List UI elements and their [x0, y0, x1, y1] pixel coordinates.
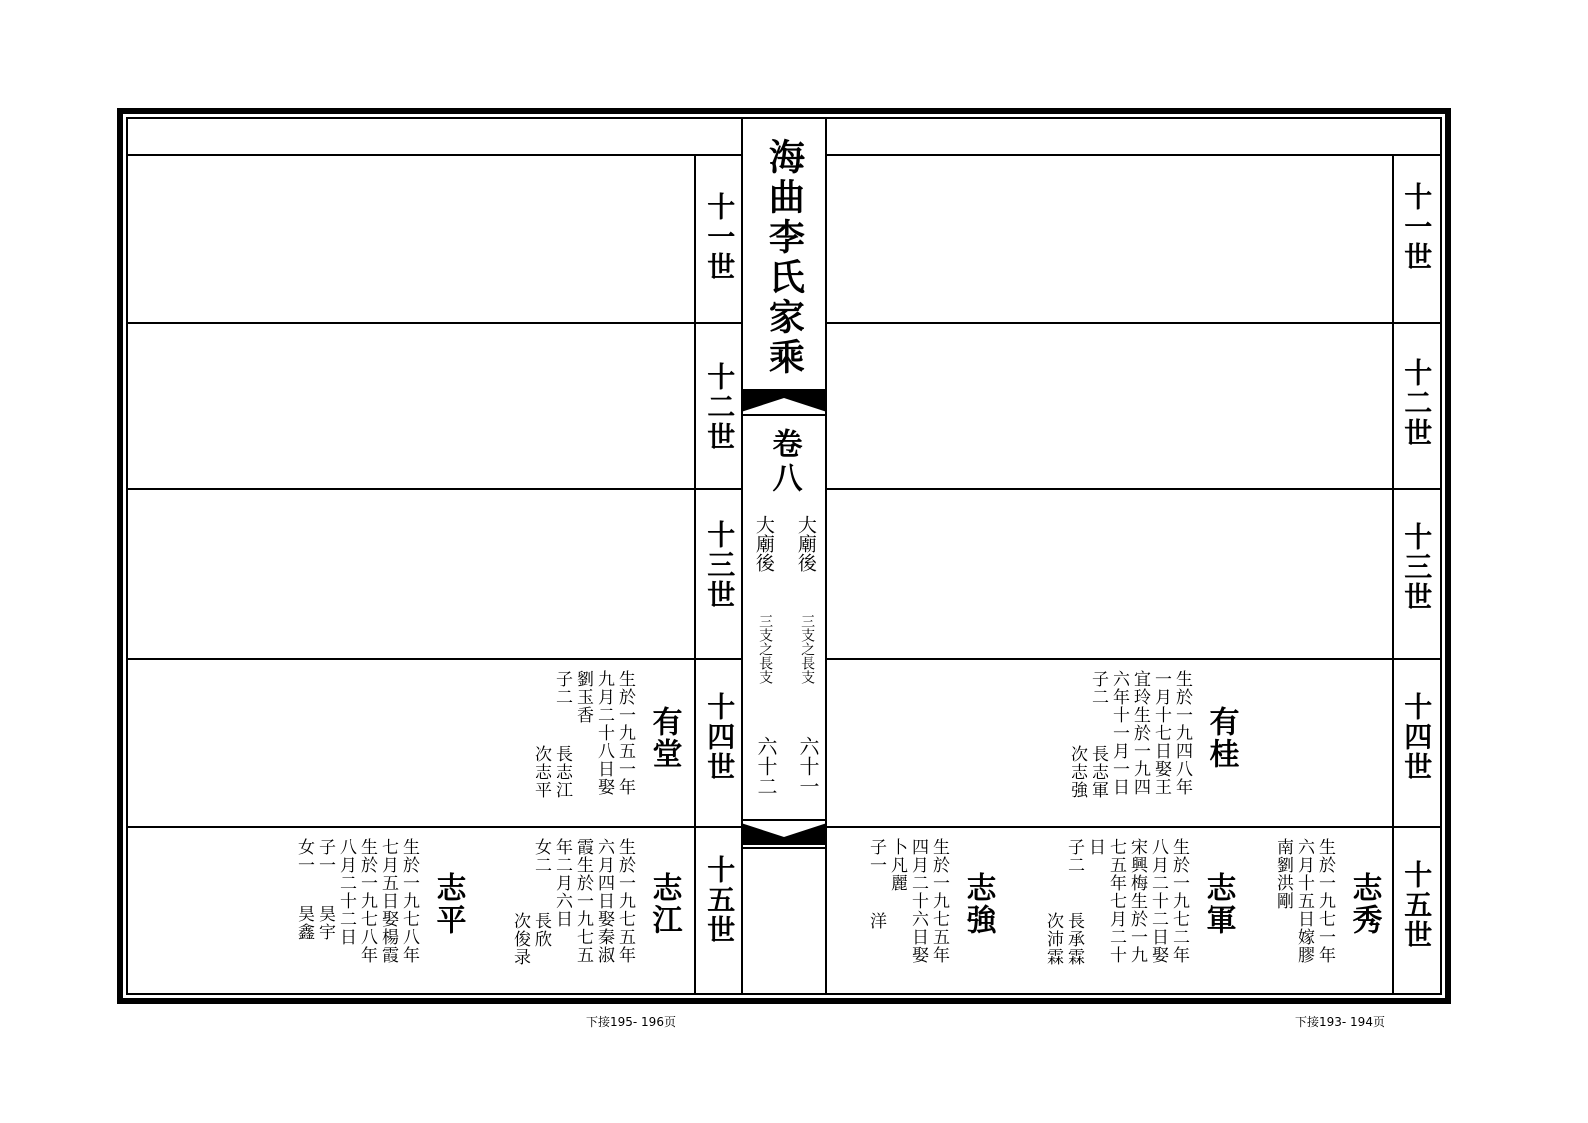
- row-divider: [827, 488, 1441, 490]
- child-name: 昊宇: [315, 905, 335, 941]
- person-detail: 八月二十二日娶: [1148, 838, 1168, 964]
- person-name: 志江: [646, 872, 682, 936]
- person-name: 志平: [430, 872, 466, 936]
- person-detail: 宋興梅生於一九: [1127, 838, 1147, 964]
- person-detail: 子二: [1064, 838, 1084, 874]
- person-detail: 霞生於一九七五: [573, 838, 593, 964]
- generation-column-divider-right: [1392, 155, 1394, 995]
- person-name: 有桂: [1203, 706, 1239, 770]
- row-divider: [127, 488, 741, 490]
- row-divider: [827, 658, 1441, 660]
- person-detail: 生於一九七五年: [615, 838, 635, 964]
- person-detail: 生於一九七八年: [357, 838, 377, 964]
- child-name: 長欣: [531, 912, 551, 948]
- person-name: 志強: [960, 872, 996, 936]
- person-detail: 日: [1085, 838, 1105, 856]
- person-detail: 生於一九七八年: [399, 838, 419, 964]
- spine-fishtail-top: [741, 390, 827, 418]
- footer-continuation-right: 下接193- 194页: [1295, 1015, 1385, 1029]
- child-name: 長志軍: [1088, 745, 1108, 799]
- header-divider-left: [127, 154, 741, 156]
- person-detail: 劉玉香: [573, 670, 593, 724]
- person-detail: 子二: [552, 670, 572, 706]
- row-divider: [827, 826, 1441, 828]
- generation-label: 十二世: [703, 362, 737, 452]
- person-detail: 子一: [315, 838, 335, 874]
- generation-label: 十一世: [703, 192, 737, 282]
- person-detail: 七月五日娶楊霞: [378, 838, 398, 964]
- header-divider-right: [827, 154, 1441, 156]
- spine-fishtail-bottom: [741, 818, 827, 850]
- person-detail: 七五年七月二十: [1106, 838, 1126, 964]
- person-detail: 女一: [294, 838, 314, 874]
- volume-label: 卷八: [766, 428, 802, 496]
- person-detail: 卜凡麗: [887, 838, 907, 892]
- person-detail: 女二: [531, 838, 551, 874]
- person-detail: 六月十五日嫁膠: [1294, 838, 1314, 964]
- branch-place-left: 大廟後: [794, 515, 817, 572]
- row-divider: [127, 322, 741, 324]
- person-detail: 生於一九七二年: [1169, 838, 1189, 964]
- child-name: 昊鑫: [294, 905, 314, 941]
- person-detail: 子一: [866, 838, 886, 874]
- person-detail: 生於一九七一年: [1315, 838, 1335, 964]
- row-divider: [127, 658, 741, 660]
- generation-column-divider-left: [694, 155, 696, 995]
- child-name: 次沛霖: [1043, 912, 1063, 966]
- person-detail: 六月四日娶秦淑: [594, 838, 614, 964]
- person-detail: 一月十七日娶王: [1151, 670, 1171, 796]
- child-name: 長志江: [552, 745, 572, 799]
- child-name: 次志平: [531, 745, 551, 799]
- person-detail: 年二月六日: [552, 838, 572, 928]
- page-number-right: 六十二: [754, 736, 778, 796]
- person-name: 有堂: [646, 706, 682, 770]
- generation-label: 十四世: [1400, 692, 1434, 782]
- generation-label: 十一世: [1400, 182, 1434, 272]
- generation-label: 十五世: [703, 855, 737, 945]
- child-name: 次俊录: [510, 912, 530, 966]
- person-name: 志秀: [1346, 872, 1382, 936]
- book-title: 海曲李氏家乘: [763, 138, 806, 378]
- generation-label: 十三世: [703, 520, 737, 610]
- row-divider: [827, 322, 1441, 324]
- child-name: 洋: [866, 912, 886, 930]
- child-name: 長承霖: [1064, 912, 1084, 966]
- branch-sub-right: 三支之長支: [757, 614, 774, 684]
- child-name: 次志強: [1067, 745, 1087, 799]
- person-detail: 南劉洪剛: [1273, 838, 1293, 910]
- person-detail: 九月二十八日娶: [594, 670, 614, 796]
- person-detail: 生於一九七五年: [929, 838, 949, 964]
- branch-sub-left: 三支之長支: [799, 614, 816, 684]
- person-detail: 四月二十六日娶: [908, 838, 928, 964]
- generation-label: 十三世: [1400, 522, 1434, 612]
- row-divider: [127, 826, 741, 828]
- generation-label: 十五世: [1400, 860, 1434, 950]
- footer-continuation-left: 下接195- 196页: [586, 1015, 676, 1029]
- branch-place-right: 大廟後: [752, 515, 775, 572]
- person-detail: 六年十一月一日: [1109, 670, 1129, 796]
- person-detail: 生於一九四八年: [1172, 670, 1192, 796]
- person-detail: 子二: [1088, 670, 1108, 706]
- generation-label: 十四世: [703, 692, 737, 782]
- person-detail: 八月二十二日: [336, 838, 356, 946]
- person-name: 志軍: [1200, 872, 1236, 936]
- generation-label: 十二世: [1400, 358, 1434, 448]
- person-detail: 生於一九五一年: [615, 670, 635, 796]
- page-number-left: 六十一: [796, 736, 820, 796]
- person-detail: 宜玲生於一九四: [1130, 670, 1150, 796]
